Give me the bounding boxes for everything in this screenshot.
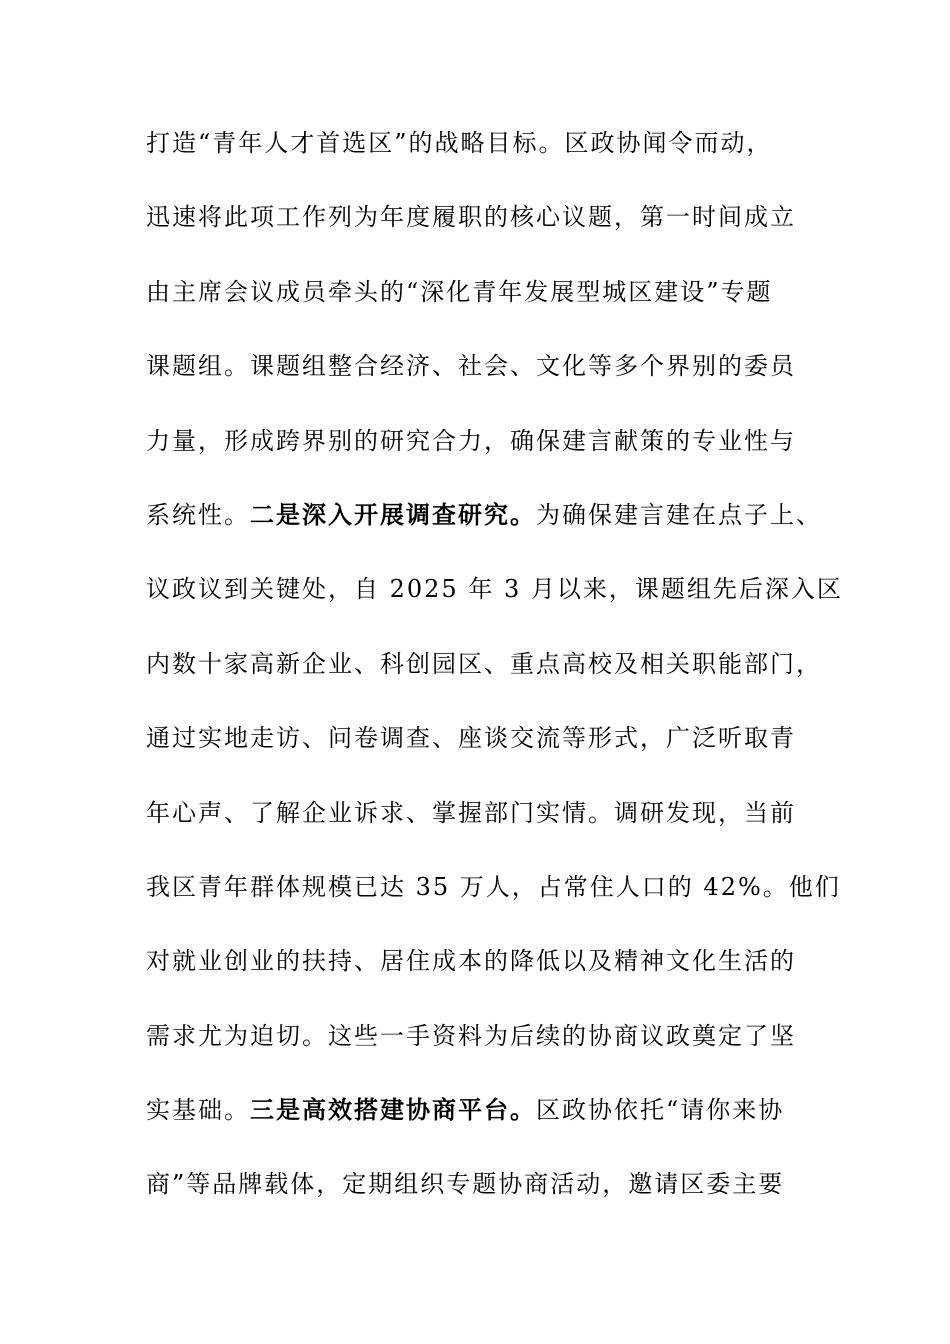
text-line — [146, 415, 806, 467]
body-text-run: 商”等品牌载体，定期组织专题协商活动，邀请区委主要 — [146, 1170, 785, 1199]
body-text-run: 需求尤为迫切。这些一手资料为后续的协商议政奠定了坚 — [146, 1021, 796, 1050]
body-text-run: 课题组。课题组整合经济、社会、文化等多个界别的委员 — [146, 352, 796, 381]
body-text — [146, 117, 843, 1233]
body-text-run: 由主席会议成员牵头的“深化青年发展型城区建设”专题 — [146, 277, 773, 306]
text-line — [146, 1158, 806, 1210]
text-line — [146, 489, 822, 541]
body-text-run: 实基础。 — [146, 1096, 250, 1125]
body-text-run: 内数十家高新企业、科创园区、重点高校及相关职能部门， — [146, 649, 822, 678]
text-line — [146, 712, 806, 764]
body-text-run: 对就业创业的扶持、居住成本的降低以及精神文化生活的 — [146, 947, 796, 976]
bold-heading-text: 二是深入开展调查研究。 — [250, 499, 536, 529]
text-line — [146, 191, 806, 243]
body-text-run: 为确保建言建在点子上、 — [536, 500, 822, 529]
body-text-run: 迅速将此项工作列为年度履职的核心议题，第一时间成立 — [146, 203, 796, 232]
text-line — [146, 563, 843, 615]
text-line — [146, 266, 806, 318]
text-line — [146, 340, 806, 392]
text-line — [146, 1084, 806, 1136]
text-line — [146, 117, 806, 169]
body-text-run: 打造“青年人才首选区”的战略目标。区政协闻令而动， — [146, 129, 773, 157]
body-text-run: 系统性。 — [146, 500, 250, 529]
text-line — [146, 861, 841, 913]
text-line — [146, 787, 806, 839]
bold-heading-text: 三是高效搭建协商平台。 — [250, 1095, 536, 1125]
body-text-run: 力量，形成跨界别的研究合力，确保建言献策的专业性与 — [146, 426, 796, 455]
body-text-run: 通过实地走访、问卷调查、座谈交流等形式，广泛听取青 — [146, 724, 796, 753]
text-line — [146, 638, 822, 690]
text-line — [146, 1010, 806, 1062]
body-text-run: 年心声、了解企业诉求、掌握部门实情。调研发现，当前 — [146, 798, 796, 827]
body-text-run: 区政协依托“请你来协 — [536, 1096, 785, 1125]
text-line — [146, 935, 806, 987]
body-text-run: 我区青年群体规模已达 35 万人，占常住人口的 42%。他们 — [146, 872, 841, 901]
body-text-run: 议政议到关键处，自 2025 年 3 月以来，课题组先后深入区 — [146, 575, 843, 604]
